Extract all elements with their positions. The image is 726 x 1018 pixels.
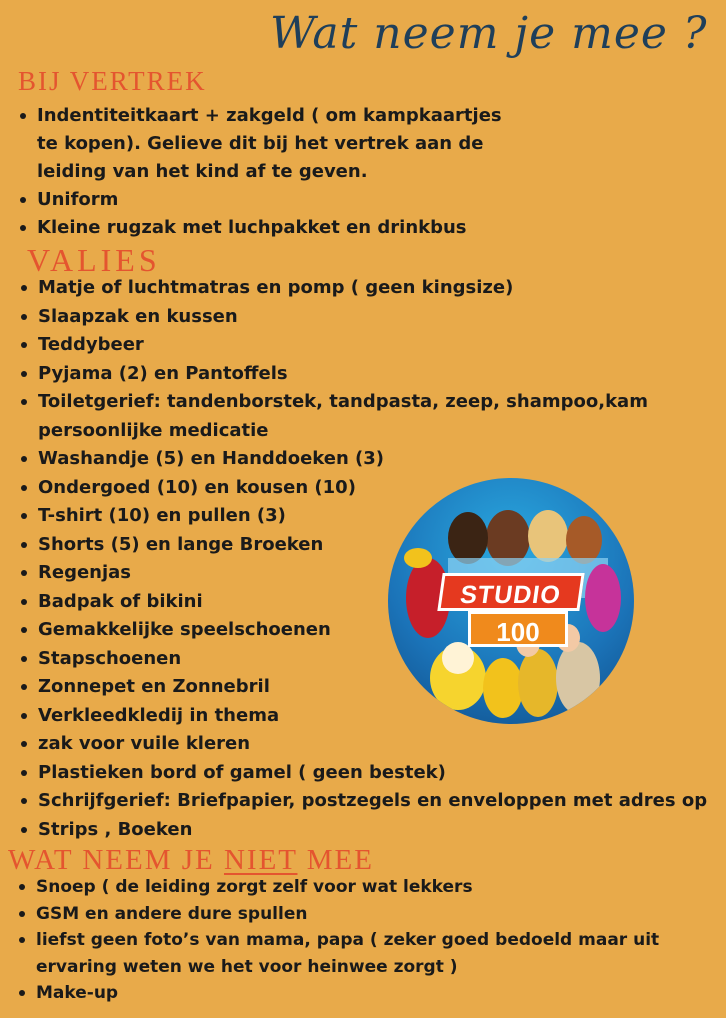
- list-item: liefst geen foto’s van mama, papa ( zeker goed bedoeld maar uit ervaring weten we het voor heinwee zorgt ): [16, 927, 659, 980]
- list-item: Indentiteitkaart + zakgeld ( om kampkaartjes te kopen). Gelieve dit bij het vertrek aan de leiding van het kind af te geven.: [17, 102, 502, 186]
- list-item: Uniform: [17, 186, 502, 214]
- studio-100-photo: [388, 478, 634, 724]
- logo-text-studio: STUDIO: [437, 573, 584, 611]
- list-item: Badpak of bikini: [18, 588, 707, 617]
- heading-wat-neem-je-niet-mee: WAT NEEM JE NIET MEE: [8, 844, 374, 876]
- list-niet-meenemen: [16, 874, 659, 1007]
- list-item: Plastieken bord of gamel ( geen bestek): [18, 759, 707, 788]
- heading-valies: VALIES: [27, 242, 161, 278]
- list-item: Regenjas: [18, 559, 707, 588]
- list-item: Stapschoenen: [18, 645, 707, 674]
- list-item: Schrijfgerief: Briefpapier, postzegels en enveloppen met adres op: [18, 787, 707, 816]
- list-item: Washandje (5) en Handdoeken (3): [18, 445, 707, 474]
- list-item: Strips , Boeken: [18, 816, 707, 845]
- page-title: Wat neem je mee ?: [270, 8, 708, 59]
- list-item: Verkleedkledij in thema: [18, 702, 707, 731]
- list-item: Toiletgerief: tandenborstek, tandpasta, zeep, shampoo,kam persoonlijke medicatie: [18, 388, 707, 445]
- list-item: Shorts (5) en lange Broeken: [18, 531, 707, 560]
- list-item: zak voor vuile kleren: [18, 730, 707, 759]
- list-item: Gemakkelijke speelschoenen: [18, 616, 707, 645]
- list-item: Matje of luchtmatras en pomp ( geen kingsize): [18, 274, 707, 303]
- logo-text-100: 100: [468, 611, 568, 647]
- heading-bij-vertrek: BIJ VERTREK: [18, 66, 207, 96]
- list-item: Pyjama (2) en Pantoffels: [18, 360, 707, 389]
- list-item: Zonnepet en Zonnebril: [18, 673, 707, 702]
- list-item: Snoep ( de leiding zorgt zelf voor wat lekkers: [16, 874, 659, 901]
- list-item: Teddybeer: [18, 331, 707, 360]
- heading-niet-emphasis: NIET: [223, 844, 298, 876]
- list-bij-vertrek: [17, 102, 502, 242]
- list-item: Slaapzak en kussen: [18, 303, 707, 332]
- list-item: Kleine rugzak met luchpakket en drinkbus: [17, 214, 502, 242]
- list-item: Ondergoed (10) en kousen (10): [18, 474, 707, 503]
- list-item: T-shirt (10) en pullen (3): [18, 502, 707, 531]
- list-item: Make-up: [16, 980, 659, 1007]
- list-item: GSM en andere dure spullen: [16, 901, 659, 928]
- studio-100-logo: [440, 573, 582, 651]
